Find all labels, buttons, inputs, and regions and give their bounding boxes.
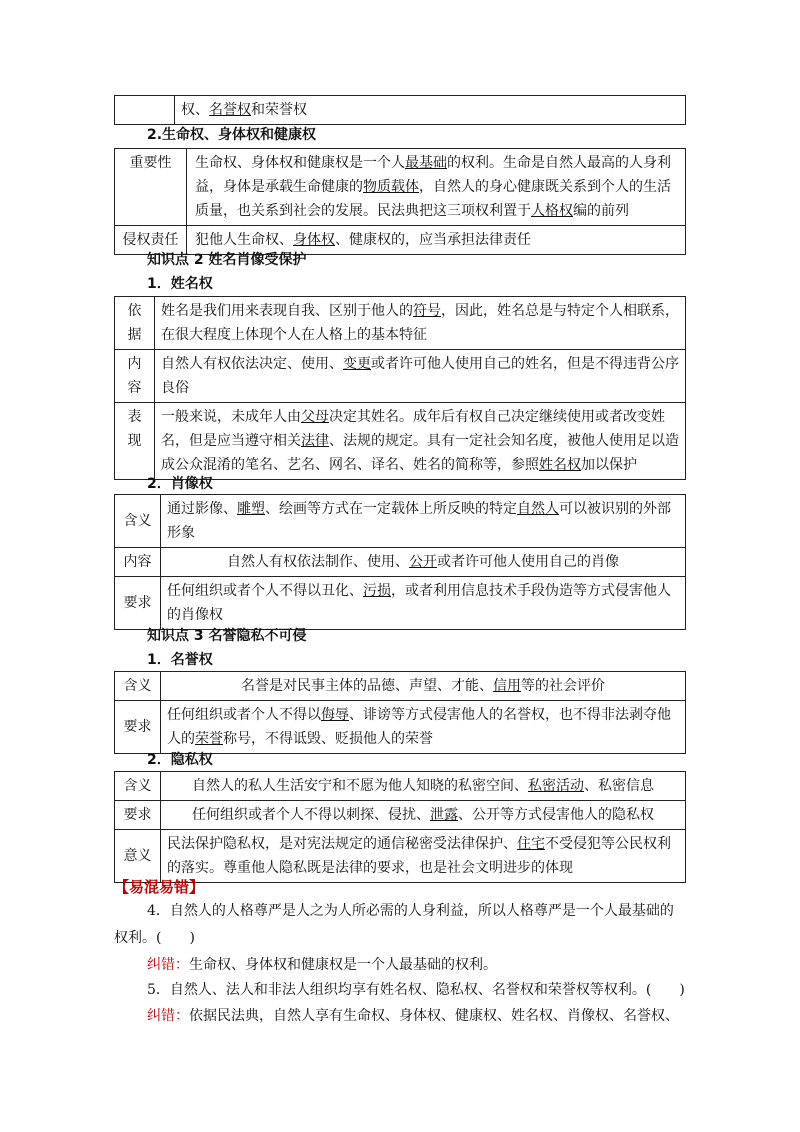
knowledge-point-2-title: 知识点 2 姓名肖像受保护	[147, 252, 307, 268]
table-row	[115, 149, 686, 226]
table-cell: 自然人有权依法制作、使用、公开或者许可他人使用自己的肖像	[161, 548, 686, 577]
table-cell: 姓名是我们用来表现自我、区别于他人的符号，因此，姓名总是与特定个人相联系，在很大程度上体现个人在人格上的基本特征	[155, 297, 686, 350]
correction-label: 纠错：	[147, 957, 189, 973]
correction-5	[147, 1003, 679, 1029]
table-row	[115, 772, 686, 801]
question-4-line-2: 权利。( )	[114, 930, 195, 946]
row-label: 内容	[115, 548, 161, 577]
subsection-privacy-right: 2．隐私权	[147, 752, 213, 768]
confuse-section-title: 【易混易错】	[114, 878, 205, 896]
table-cell-empty	[115, 96, 175, 125]
table-cell: 任何组织或者个人不得以刺探、侵扰、泄露、公开等方式侵害他人的隐私权	[161, 801, 686, 830]
question-5: 5．自然人、法人和非法人组织均享有姓名权、隐私权、名誉权和荣誉权等权利。( )	[147, 982, 685, 998]
table-row	[115, 672, 686, 701]
table-row	[115, 548, 686, 577]
table-row	[115, 801, 686, 830]
row-label: 依据	[115, 297, 155, 350]
table-cell: 生命权、身体权和健康权是一个人最基础的权利。生命是自然人最高的人身利益，身体是承载生命健康的物质载体，自然人的身心健康既关系到个人的生活质量，也关系到社会的发展。民法典把这三项权利置于人格权编的前列	[187, 149, 686, 226]
reputation-right-table	[114, 671, 686, 754]
table-cell: 通过影像、雕塑、绘画等方式在一定载体上所反映的特定自然人可以被识别的外部形象	[161, 495, 686, 548]
subsection-portrait-right: 2．肖像权	[147, 476, 213, 492]
table-cell: 名誉是对民事主体的品德、声望、才能、信用等的社会评价	[161, 672, 686, 701]
table-row	[115, 403, 686, 480]
correction-4	[147, 952, 497, 978]
row-label: 要求	[115, 701, 161, 754]
table-cell: 自然人的私人生活安宁和不愿为他人知晓的私密空间、私密活动、私密信息	[161, 772, 686, 801]
row-label: 要求	[115, 577, 161, 630]
row-label: 表现	[115, 403, 155, 480]
table-row	[115, 577, 686, 630]
table-row	[115, 830, 686, 883]
table-cell: 任何组织或者个人不得以侮辱、诽谤等方式侵害他人的名誉权，也不得非法剥夺他人的荣誉称号，不得诋毁、贬损他人的荣誉	[161, 701, 686, 754]
question-4-line-1: 4．自然人的人格尊严是人之为人所必需的人身利益，所以人格尊严是一个人最基础的	[147, 903, 674, 919]
table-cell: 权、名誉权和荣誉权	[175, 96, 686, 125]
row-label: 意义	[115, 830, 161, 883]
table-cell: 一般来说，未成年人由父母决定其姓名。成年后有权自己决定继续使用或者改变姓名，但是应当遵守相关法律、法规的规定。具有一定社会知名度，被他人使用足以造成公众混淆的笔名、艺名、网名、译名、姓名的简称等，参照姓名权加以保护	[155, 403, 686, 480]
correction-text: 生命权、身体权和健康权是一个人最基础的权利。	[189, 957, 497, 973]
name-right-table	[114, 296, 686, 480]
table-cell: 犯他人生命权、身体权、健康权的，应当承担法律责任	[187, 226, 686, 255]
portrait-right-table	[114, 494, 686, 630]
row-label: 含义	[115, 672, 161, 701]
table-cell: 任何组织或者个人不得以丑化、污损，或者利用信息技术手段伪造等方式侵害他人的肖像权	[161, 577, 686, 630]
knowledge-point-3-title: 知识点 3 名誉隐私不可侵	[147, 628, 307, 644]
row-label: 要求	[115, 801, 161, 830]
correction-label: 纠错：	[147, 1008, 189, 1024]
table-row	[115, 96, 686, 125]
row-label: 侵权责任	[115, 226, 187, 255]
table-row	[115, 495, 686, 548]
subsection-name-right: 1．姓名权	[147, 276, 213, 292]
section-title-life-rights: 2.生命权、身体权和健康权	[147, 127, 317, 143]
rights-table-continued	[114, 95, 686, 125]
life-rights-table	[114, 148, 686, 255]
table-row	[115, 701, 686, 754]
table-cell: 自然人有权依法决定、使用、变更或者许可他人使用自己的姓名，但是不得违背公序良俗	[155, 350, 686, 403]
table-cell: 民法保护隐私权，是对宪法规定的通信秘密受法律保护、住宅不受侵犯等公民权利的落实。尊重他人隐私既是法律的要求，也是社会文明进步的体现	[161, 830, 686, 883]
subsection-reputation-right: 1．名誉权	[147, 652, 213, 668]
row-label: 含义	[115, 772, 161, 801]
correction-text: 依据民法典，自然人享有生命权、身体权、健康权、姓名权、肖像权、名誉权、	[189, 1008, 679, 1024]
table-row	[115, 297, 686, 350]
row-label: 含义	[115, 495, 161, 548]
privacy-right-table	[114, 771, 686, 883]
row-label: 内容	[115, 350, 155, 403]
table-row	[115, 350, 686, 403]
row-label: 重要性	[115, 149, 187, 226]
